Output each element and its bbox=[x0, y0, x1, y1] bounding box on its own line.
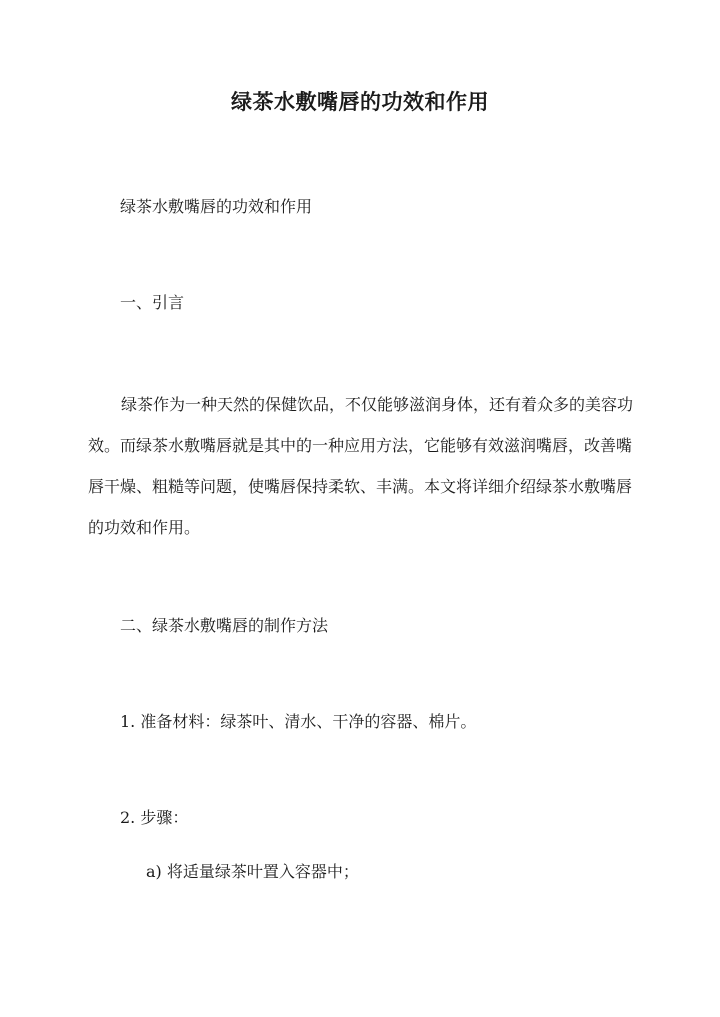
list-item-steps: 2. 步骤： bbox=[120, 808, 189, 827]
section-heading-method: 二、绿茶水敷嘴唇的制作方法 bbox=[120, 616, 329, 635]
list-item-materials: 1. 准备材料：绿茶叶、清水、干净的容器、棉片。 bbox=[120, 712, 477, 731]
introduction-paragraph: 绿茶作为一种天然的保健饮品，不仅能够滋润身体，还有着众多的美容功效。而绿茶水敷嘴唇就是其中的一种应用方法，它能够有效滋润嘴唇，改善嘴唇干燥、粗糙等问题，使嘴唇保持柔软、丰满。本文将详细介绍绿茶水敷嘴唇的功效和作用。 bbox=[88, 395, 634, 537]
document-title: 绿茶水敷嘴唇的功效和作用 bbox=[231, 89, 489, 114]
document-subtitle: 绿茶水敷嘴唇的功效和作用 bbox=[120, 197, 313, 216]
section-heading-introduction: 一、引言 bbox=[120, 293, 185, 312]
list-subitem-a: a) 将适量绿茶叶置入容器中； bbox=[146, 862, 359, 881]
